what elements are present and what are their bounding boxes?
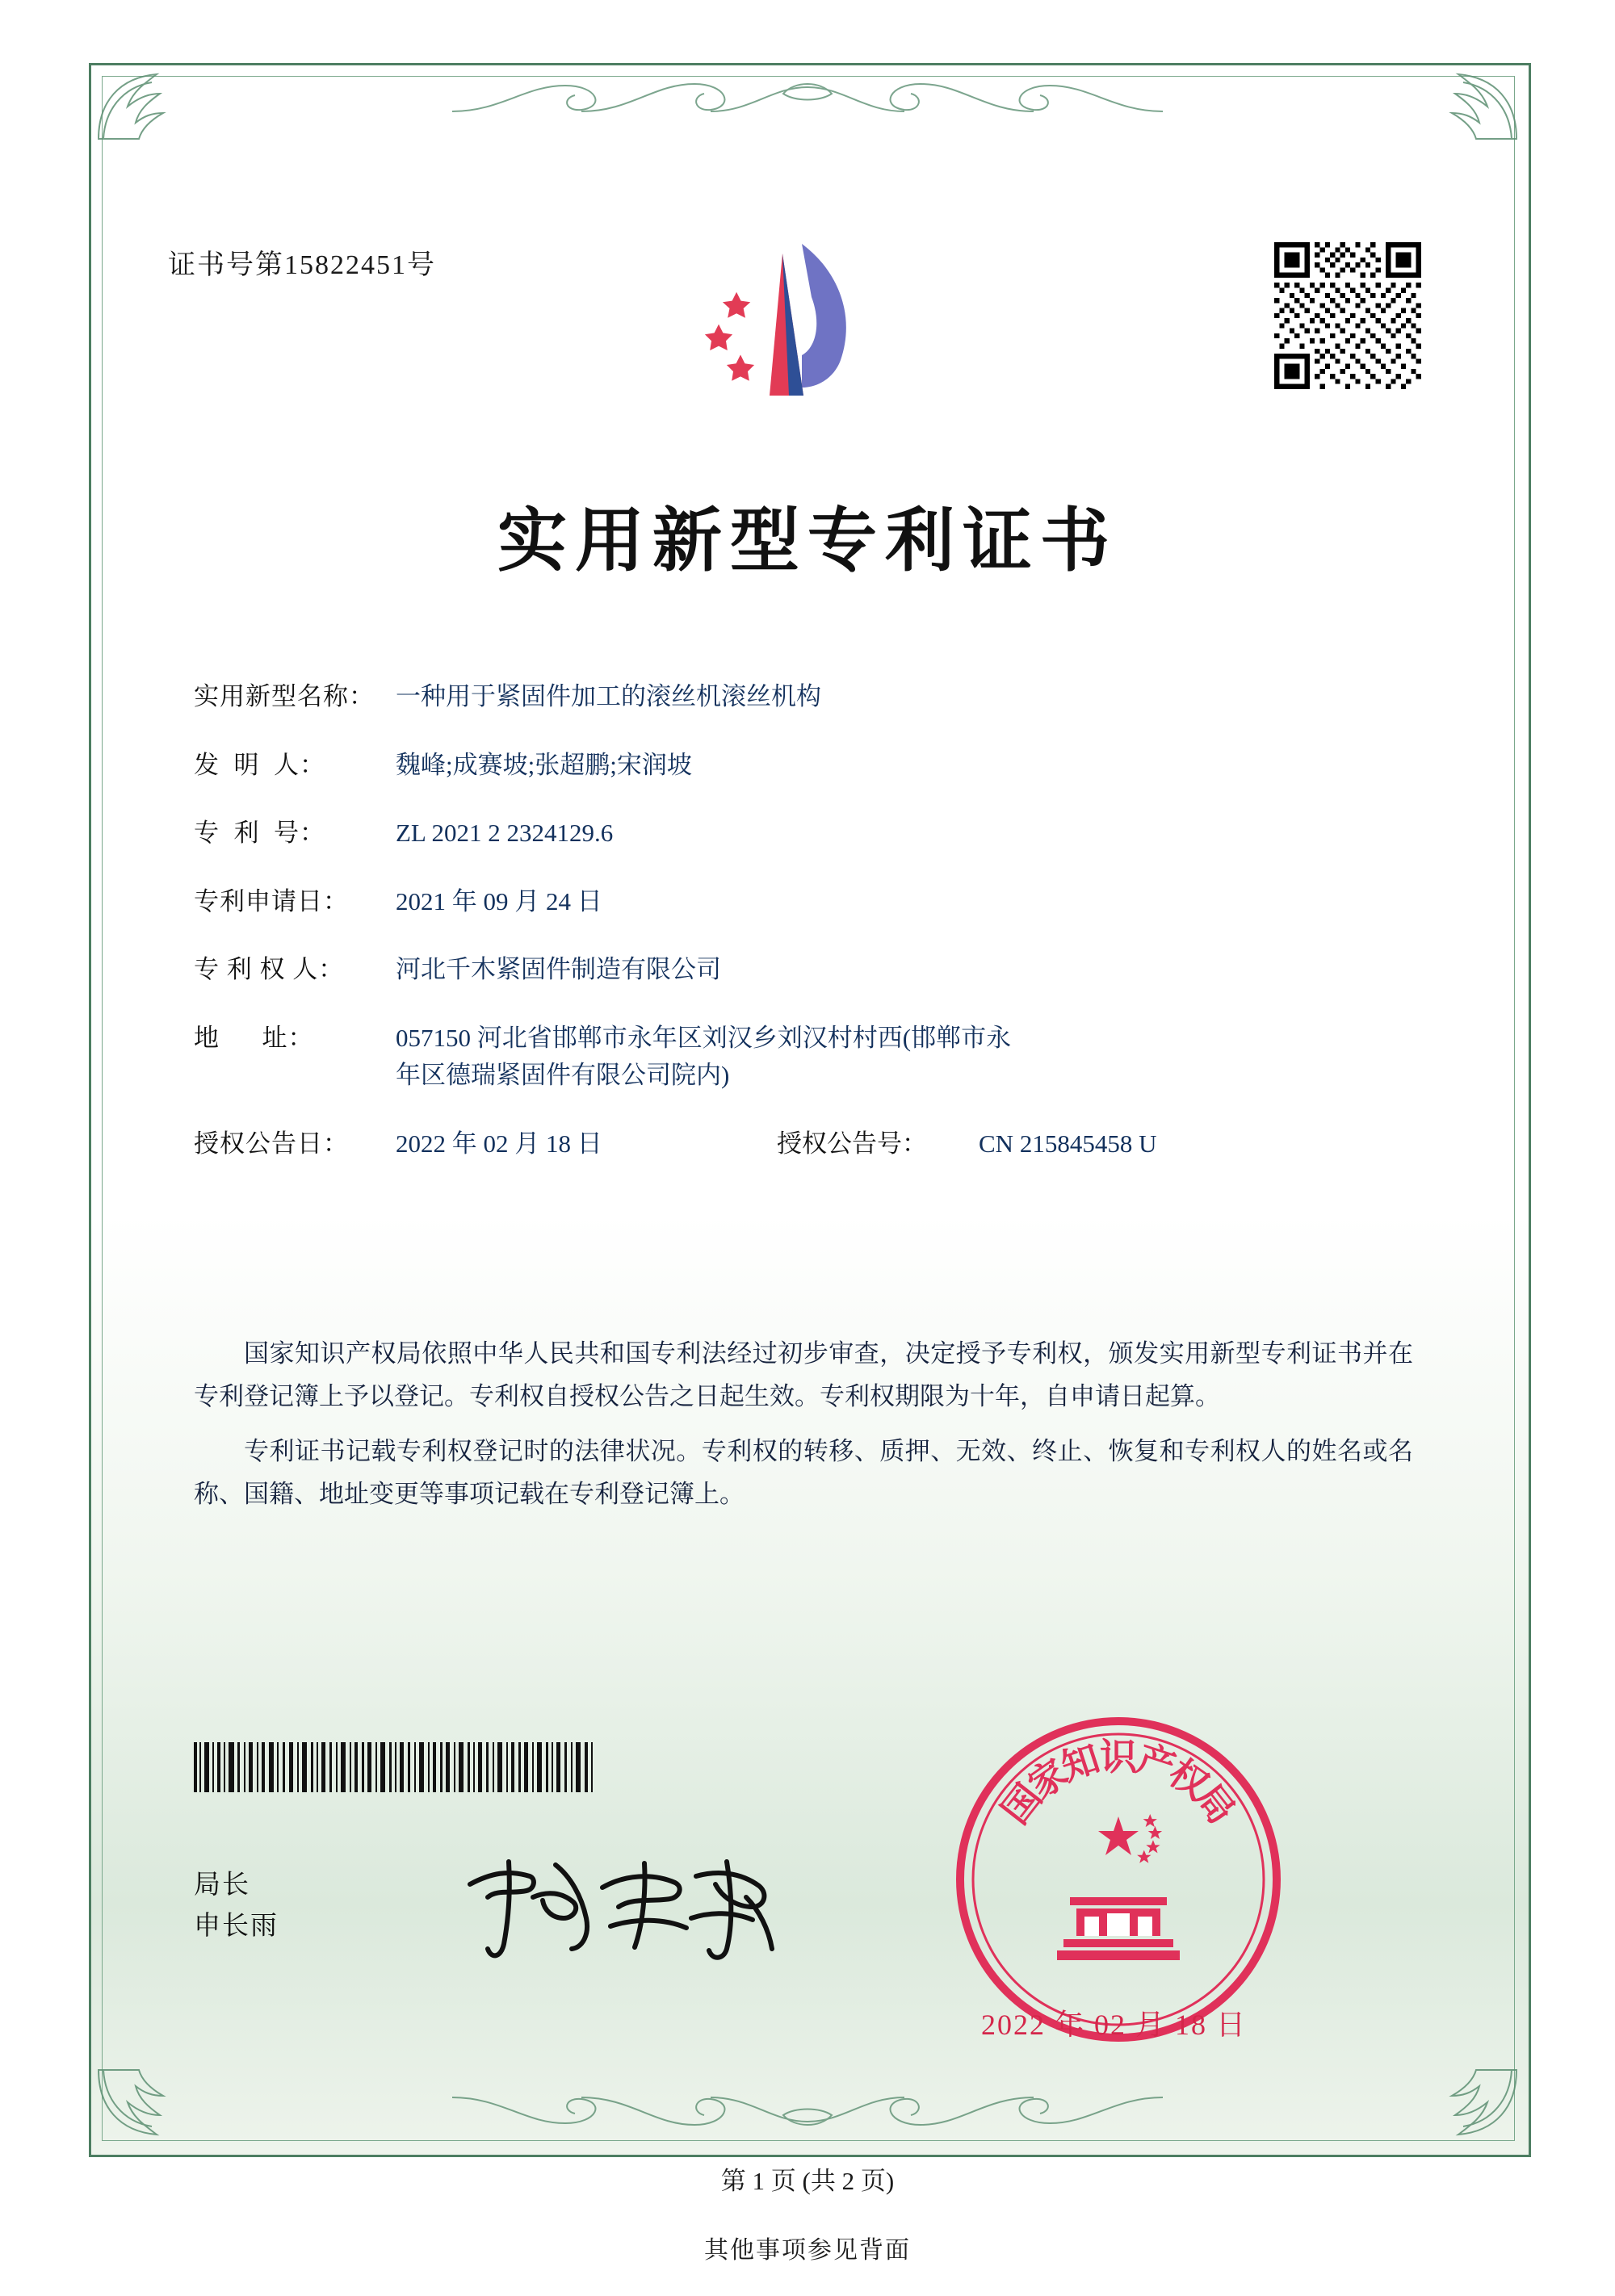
svg-text:局: 局 — [1186, 1775, 1244, 1833]
field-value: 魏峰;成赛坡;张超鹏;宋润坡 — [396, 750, 692, 779]
field-value-grant-date: 2022 年 02 月 18 日 — [396, 1129, 602, 1158]
address-line-2: 年区德瑞紧固件有限公司院内) — [396, 1061, 730, 1089]
certificate-number: 证书号第15822451号 — [168, 250, 436, 280]
director-block — [194, 1865, 279, 1947]
field-label: 专 利 权 人： — [194, 955, 345, 983]
field-patentee — [194, 951, 1405, 989]
field-label-grant-number: 授权公告号： — [777, 1129, 927, 1158]
field-label: 发 明 人： — [194, 750, 325, 779]
svg-text:识: 识 — [1100, 1735, 1137, 1779]
page-title: 实用新型专利证书 — [497, 500, 1118, 581]
field-label: 实用新型名称： — [194, 682, 375, 710]
field-value: ZL 2021 2 2324129.6 — [396, 819, 614, 847]
qr-code-icon — [1274, 242, 1421, 389]
top-ornament-icon — [452, 69, 1163, 126]
svg-text:国: 国 — [992, 1775, 1051, 1833]
seal-date: 2022 年 02 月 18 日 — [981, 2009, 1248, 2041]
field-utility-model-name — [194, 678, 1405, 716]
field-label: 专 利 号： — [194, 819, 325, 847]
field-patent-number — [194, 815, 1405, 853]
certificate-fields — [194, 678, 1405, 1193]
svg-text:知: 知 — [1055, 1736, 1105, 1790]
field-application-date — [194, 883, 1405, 921]
svg-text:家: 家 — [1020, 1750, 1076, 1808]
cnipa-logo-icon — [682, 234, 892, 420]
field-label: 地 址： — [194, 1023, 314, 1052]
field-inventors — [194, 747, 1405, 785]
field-label-grant-date: 授权公告日： — [194, 1129, 349, 1158]
field-value-grant-number: CN 215845458 U — [979, 1129, 1157, 1158]
field-label: 专利申请日： — [194, 886, 349, 915]
director-signature-icon — [452, 1841, 791, 1970]
field-grant-announcement — [194, 1125, 1405, 1163]
svg-text:产: 产 — [1131, 1736, 1181, 1790]
body-paragraph-2: 专利证书记载专利权登记时的法律状况。专利权的转移、质押、无效、终止、恢复和专利权人的姓名或名称、国籍、地址变更等事项记载在专利登记簿上。 — [194, 1436, 1413, 1508]
field-value: 河北千木紧固件制造有限公司 — [396, 955, 721, 983]
barcode-icon — [194, 1742, 614, 1792]
body-paragraph-1: 国家知识产权局依照中华人民共和国专利法经过初步审查，决定授予专利权，颁发实用新型专利证书并在专利登记簿上予以登记。专利权自授权公告之日起生效。专利权期限为十年，自申请日起算。 — [194, 1339, 1413, 1411]
svg-text:权: 权 — [1160, 1750, 1217, 1808]
certificate-body — [194, 1332, 1413, 1527]
director-title-label: 局长 — [194, 1871, 250, 1900]
field-value — [396, 1020, 1405, 1095]
director-name: 申长雨 — [194, 1912, 279, 1942]
bottom-ornament-icon — [452, 2083, 1163, 2139]
official-seal-icon — [949, 1710, 1288, 2049]
field-value: 一种用于紧固件加工的滚丝机滚丝机构 — [396, 682, 821, 710]
field-address — [194, 1020, 1405, 1095]
page-number: 第 1 页 (共 2 页) — [720, 2167, 895, 2195]
field-value: 2021 年 09 月 24 日 — [396, 886, 602, 915]
address-line-1: 057150 河北省邯郸市永年区刘汉乡刘汉村村西(邯郸市永 — [396, 1023, 1012, 1052]
footnote: 其他事项参见背面 — [704, 2237, 911, 2264]
